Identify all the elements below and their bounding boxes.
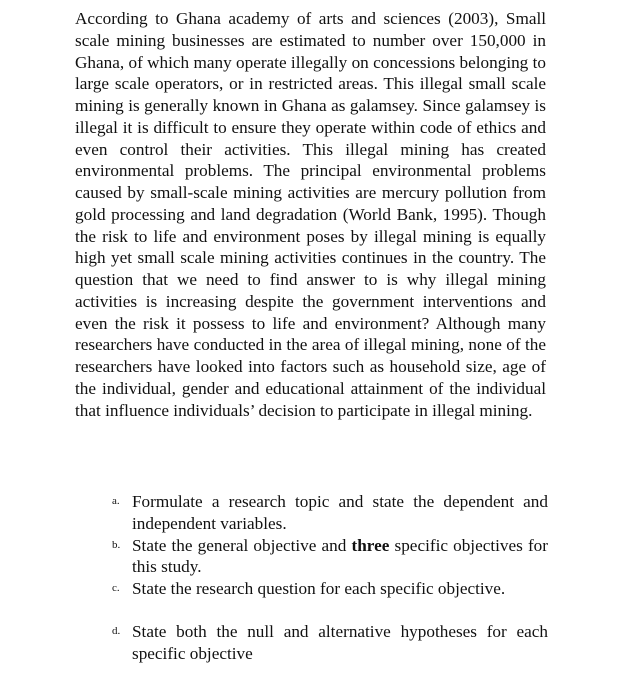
question-d-text: State both the null and alternative hypotheses for each specific objective xyxy=(132,621,548,663)
question-d-marker: d. xyxy=(112,624,121,637)
case-paragraph: According to Ghana academy of arts and sciences (2003), Small scale mining businesses are estimated to number over 150,000 in Ghana, of which many operate illegally on concessions belonging to large scale operators, or in restricted areas. This illegal small scale mining is generally known in Ghana as galamsey. Since galamsey is illegal it is difficult to ensure they operate within code of ethics and even control their activities. This illegal mining has created environmental problems. The principal environmental problems caused by small-scale mining activities are mercury pollution from gold processing and land degradation (World Bank, 1995). Though the risk to life and environment poses by illegal mining is equally high yet small scale mining activities continues in the country. The question that we need to find answer to is why illegal mining activities is increasing despite the government interventions and even the risk it possess to life and environment? Although many researchers have conducted in the area of illegal mining, none of the researchers have looked into factors such as household size, age of the individual, gender and educational attainment of the individual that influence individuals’ decision to participate in illegal mining. xyxy=(75,9,546,420)
question-a xyxy=(112,491,548,535)
question-b-bold-word: three xyxy=(351,535,390,555)
question-c xyxy=(112,578,548,600)
question-c-text: State the research question for each specific objective. xyxy=(132,579,506,598)
question-list xyxy=(112,491,548,664)
question-b xyxy=(112,535,548,579)
question-d xyxy=(112,621,548,665)
question-b-marker: b. xyxy=(112,538,121,551)
question-a-text: Formulate a research topic and state the dependent and independent variables. xyxy=(132,492,548,533)
question-a-marker: a. xyxy=(112,495,120,507)
question-b-text-before: State the general objective and xyxy=(132,535,352,555)
question-b-text-after: specific objectives for this study. xyxy=(132,535,548,577)
question-c-marker: c. xyxy=(112,582,120,594)
